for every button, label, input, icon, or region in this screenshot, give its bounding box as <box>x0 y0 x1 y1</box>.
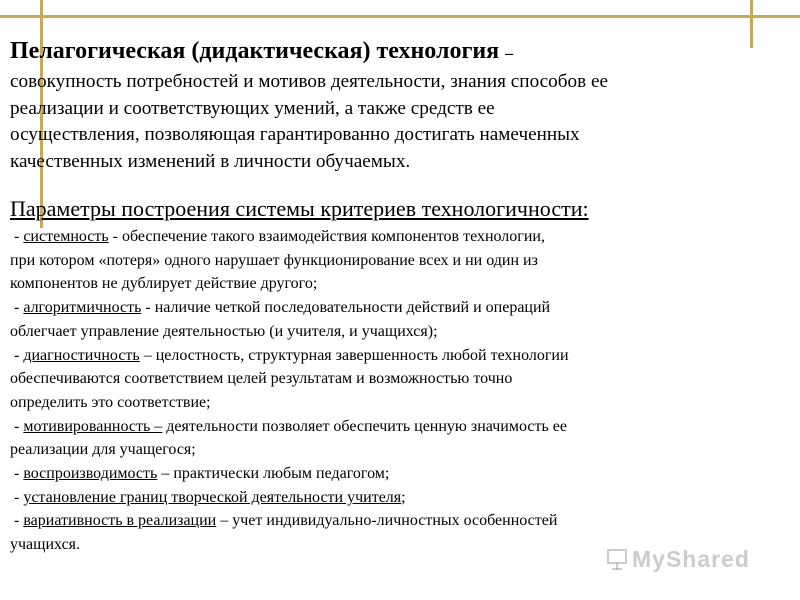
criterion-motivation <box>10 415 730 439</box>
criterion-term: диагностичность <box>23 346 140 364</box>
criterion-continuation: обеспечиваются соответствием целей результатам и возможностью точно <box>10 370 513 388</box>
slide-content <box>10 36 730 557</box>
title-text: Пелагогическая (дидактическая) технология <box>10 38 500 64</box>
slide-title <box>10 36 730 69</box>
criterion-text: – учет индивидуально-личностных особенностей <box>216 512 558 530</box>
criterion-diagnosticity <box>10 344 730 368</box>
criterion-term: алгоритмичность <box>23 299 142 317</box>
definition-line: совокупность потребностей и мотивов деятельности, знания способов ее <box>10 71 609 92</box>
criterion-term: вариативность в реализации <box>23 512 217 530</box>
criterion-term: установление границ творческой деятельности учителя <box>23 488 402 506</box>
criterion-continuation: облегчает управление деятельностью (и учителя, и учащихся); <box>10 322 438 340</box>
criterion-continuation: реализации для учащегося; <box>10 441 196 459</box>
params-heading: Параметры построения системы критериев технологичности: <box>10 196 589 221</box>
criterion-text: деятельности позволяет обеспечить ценную значимость ее <box>162 417 567 435</box>
criterion-prefix: - <box>10 228 24 245</box>
definition-line: осуществления, позволяющая гарантированно достигать намеченных <box>10 124 580 145</box>
criterion-continuation: компонентов не дублирует действие другого; <box>10 275 318 293</box>
criterion-prefix: - <box>10 417 24 435</box>
right-rule <box>750 0 753 48</box>
criterion-text: – целостность, структурная завершенность любой технологии <box>139 346 569 364</box>
criterion-text: ; <box>401 488 406 506</box>
criterion-prefix: - <box>10 488 24 506</box>
criterion-term: системность <box>23 228 109 245</box>
criterion-reproducibility <box>10 462 730 486</box>
criterion-text: - обеспечение такого взаимодействия компонентов технологии, <box>108 228 545 245</box>
definition-line: реализации и соответствующих умений, а также средств ее <box>10 97 495 119</box>
top-rule <box>0 15 800 18</box>
definition-paragraph <box>10 69 730 175</box>
criterion-continuation: учащихся. <box>10 536 81 554</box>
criteria-list <box>10 225 730 557</box>
criterion-text: – практически любым педагогом; <box>157 465 390 483</box>
criterion-prefix: - <box>10 299 24 317</box>
criterion-variability <box>10 509 730 533</box>
criterion-term: воспроизводимость <box>23 465 158 483</box>
criterion-text: - наличие четкой последовательности действий и операций <box>141 299 551 317</box>
criterion-prefix: - <box>10 346 24 364</box>
criterion-continuation: определить это соответствие; <box>10 393 211 411</box>
criterion-boundaries <box>10 486 730 510</box>
criterion-prefix: - <box>10 465 24 483</box>
criterion-prefix: - <box>10 512 24 530</box>
criterion-algorithmicity <box>10 296 730 320</box>
criterion-term: мотивированность – <box>23 417 163 435</box>
criterion-systemness <box>10 225 730 249</box>
criterion-continuation: при котором «потеря» одного нарушает функционирование всех и ни один из <box>10 251 538 269</box>
watermark-logo <box>606 546 766 576</box>
title-dash: – <box>505 45 514 62</box>
definition-line: качественных изменений в личности обучаемых. <box>10 150 411 172</box>
watermark-text: MyShared <box>632 546 750 572</box>
presentation-icon <box>606 548 628 570</box>
